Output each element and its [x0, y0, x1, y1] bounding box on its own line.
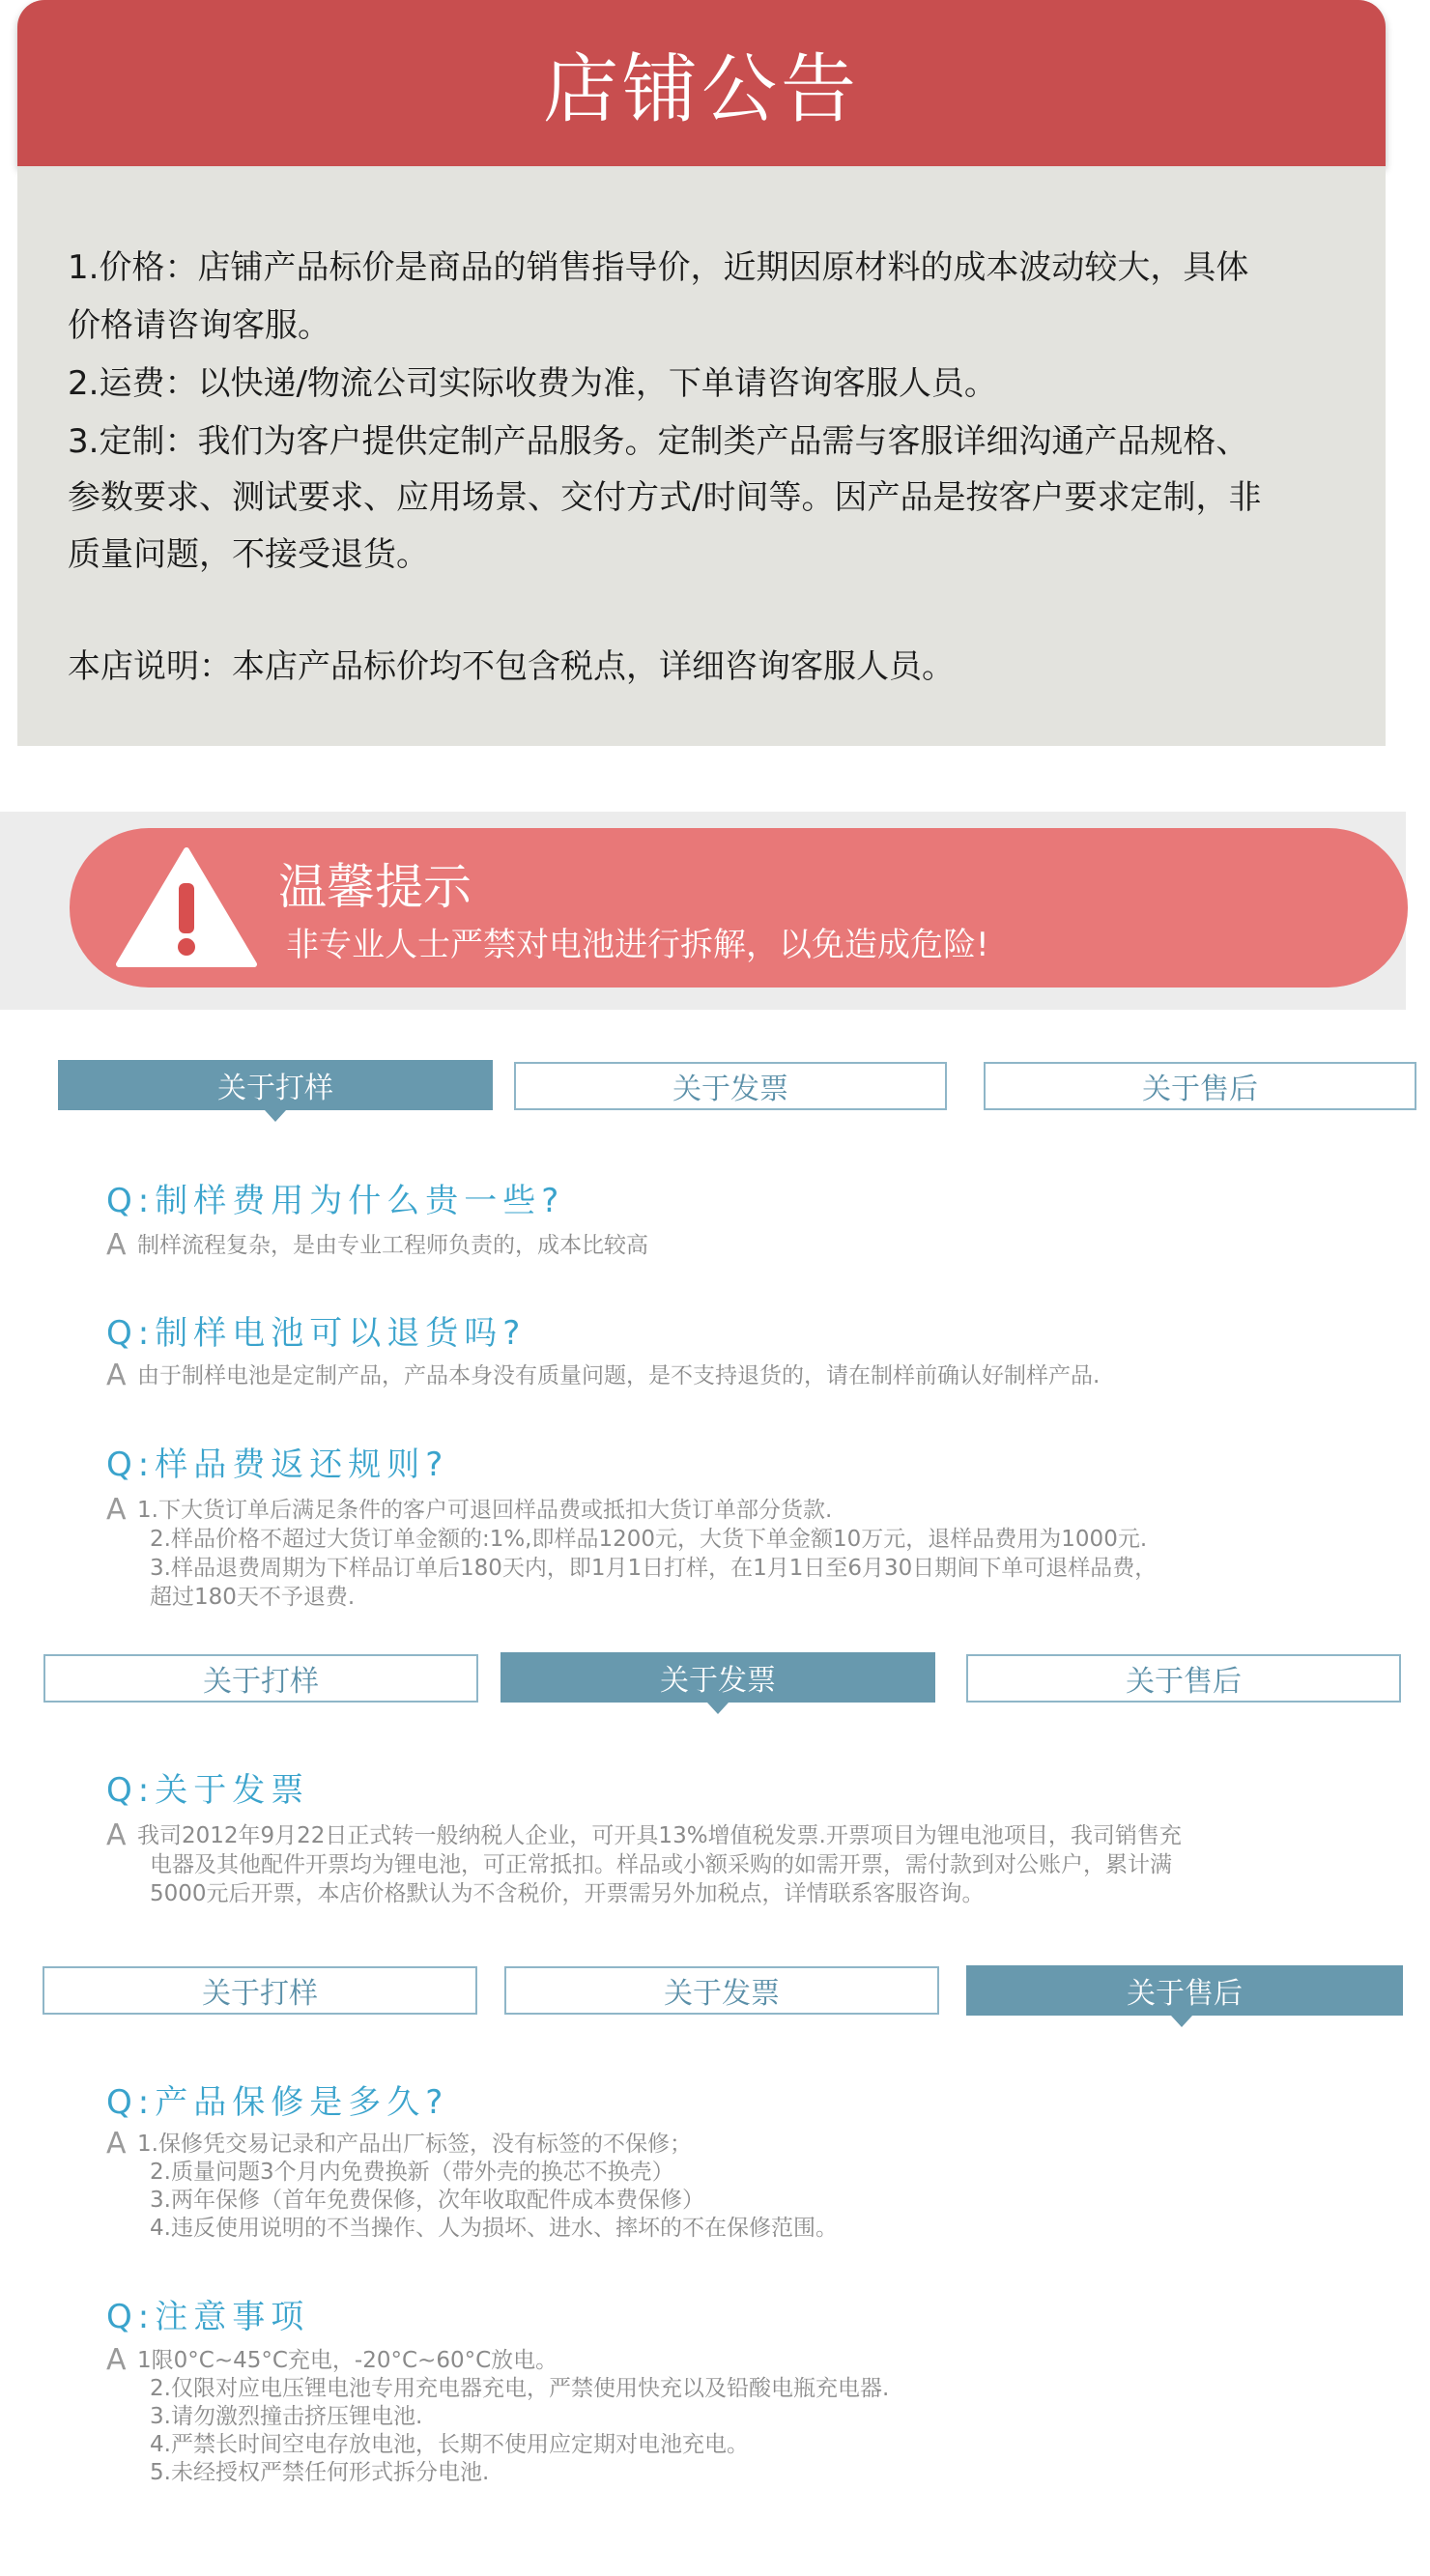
tab-pointer: [265, 1110, 286, 1122]
tab-aftersale[interactable]: 关于售后: [966, 1654, 1401, 1703]
answer-line: 电器及其他配件开票均为锂电池，可正常抵扣。样品或小额采购的如需开票，需付款到对公账户，累计满: [150, 1852, 1172, 1877]
question: Q:样品费返还规则?: [106, 1445, 449, 1484]
tab-invoice[interactable]: 关于发票: [500, 1652, 935, 1703]
answer-line: 5000元后开票，本店价格默认为不含税价，开票需另外加税点，详情联系客服咨询。: [150, 1881, 985, 1906]
tab-sample[interactable]: 关于打样: [43, 1966, 477, 2015]
notice-line: 2.运费：以快递/物流公司实际收费为准，下单请咨询客服人员。: [68, 364, 997, 403]
answer-line: 4.违反使用说明的不当操作、人为损坏、进水、摔坏的不在保修范围。: [150, 2216, 838, 2241]
notice-line: 3.定制：我们为客户提供定制产品服务。定制类产品需与客服详细沟通产品规格、: [68, 422, 1249, 461]
notice-line: 参数要求、测试要求、应用场景、交付方式/时间等。因产品是按客户要求定制，非: [68, 478, 1262, 517]
warning-text: 非专业人士严禁对电池进行拆解，以免造成危险!: [286, 926, 989, 964]
answer-line: 2.质量问题3个月内免费换新（带外壳的换芯不换壳）: [150, 2160, 674, 2185]
answer-line: 4.严禁长时间空电存放电池，长期不使用应定期对电池充电。: [150, 2432, 749, 2457]
question: Q:制样费用为什么贵一些?: [106, 1182, 565, 1220]
answer-line: 我司2012年9月22日正式转一般纳税人企业，可开具13%增值税发票.开票项目为锂电池项目，我司销售充: [137, 1823, 1182, 1848]
answer-line: 1.保修凭交易记录和产品出厂标签，没有标签的不保修；: [137, 2132, 692, 2157]
question: Q:产品保修是多久?: [106, 2083, 449, 2122]
answer-mark: A: [106, 1228, 127, 1262]
tab-pointer: [1171, 2016, 1192, 2027]
warning-triangle-icon: [114, 844, 259, 970]
answer-line: 超过180天不予退费.: [150, 1585, 356, 1610]
answer-mark: A: [106, 1493, 127, 1527]
answer-line: 2.样品价格不超过大货订单金额的:1%,即样品1200元，大货下单金额10万元，退样品费用为1000元.: [150, 1527, 1148, 1552]
tab-aftersale[interactable]: 关于售后: [984, 1062, 1416, 1110]
tab-aftersale[interactable]: 关于售后: [966, 1965, 1403, 2016]
notice-footer: 本店说明：本店产品标价均不包含税点，详细咨询客服人员。: [68, 647, 955, 686]
tab-sample[interactable]: 关于打样: [43, 1654, 478, 1703]
answer-line: 制样流程复杂，是由专业工程师负责的，成本比较高: [137, 1233, 648, 1258]
notice-line: 价格请咨询客服。: [68, 306, 330, 345]
tab-invoice[interactable]: 关于发票: [504, 1966, 939, 2015]
notice-line: 1.价格：店铺产品标价是商品的销售指导价，近期因原材料的成本波动较大，具体: [68, 248, 1249, 287]
tab-invoice[interactable]: 关于发票: [514, 1062, 947, 1110]
question: Q:注意事项: [106, 2298, 310, 2336]
answer-mark: A: [106, 2127, 127, 2161]
answer-line: 1.下大货订单后满足条件的客户可退回样品费或抵扣大货订单部分货款.: [137, 1498, 833, 1523]
answer-line: 由于制样电池是定制产品，产品本身没有质量问题，是不支持退货的，请在制样前确认好制样产品.: [137, 1363, 1101, 1388]
answer-mark: A: [106, 2343, 127, 2377]
answer-line: 1限0°C~45°C充电，-20°C~60°C放电。: [137, 2348, 558, 2373]
answer-mark: A: [106, 1818, 127, 1852]
answer-line: 5.未经授权严禁任何形式拆分电池.: [150, 2460, 490, 2485]
answer-line: 2.仅限对应电压锂电池专用充电器充电，严禁使用快充以及铅酸电瓶充电器.: [150, 2376, 890, 2401]
tab-pointer: [707, 1703, 729, 1714]
answer-mark: A: [106, 1359, 127, 1392]
answer-line: 3.样品退费周期为下样品订单后180天内，即1月1日打样，在1月1日至6月30日期间下单可退样品费，: [150, 1556, 1158, 1581]
notice-body: [17, 166, 1386, 746]
warning-title: 温馨提示: [278, 859, 472, 915]
question: Q:关于发票: [106, 1771, 310, 1810]
notice-title: 店铺公告: [17, 0, 1386, 166]
answer-line: 3.两年保修（首年免费保修，次年收取配件成本费保修）: [150, 2188, 704, 2213]
question: Q:制样电池可以退货吗?: [106, 1314, 527, 1353]
answer-line: 3.请勿激烈撞击挤压锂电池.: [150, 2404, 423, 2429]
tab-sample[interactable]: 关于打样: [58, 1060, 493, 1110]
notice-line: 质量问题，不接受退货。: [68, 535, 429, 574]
